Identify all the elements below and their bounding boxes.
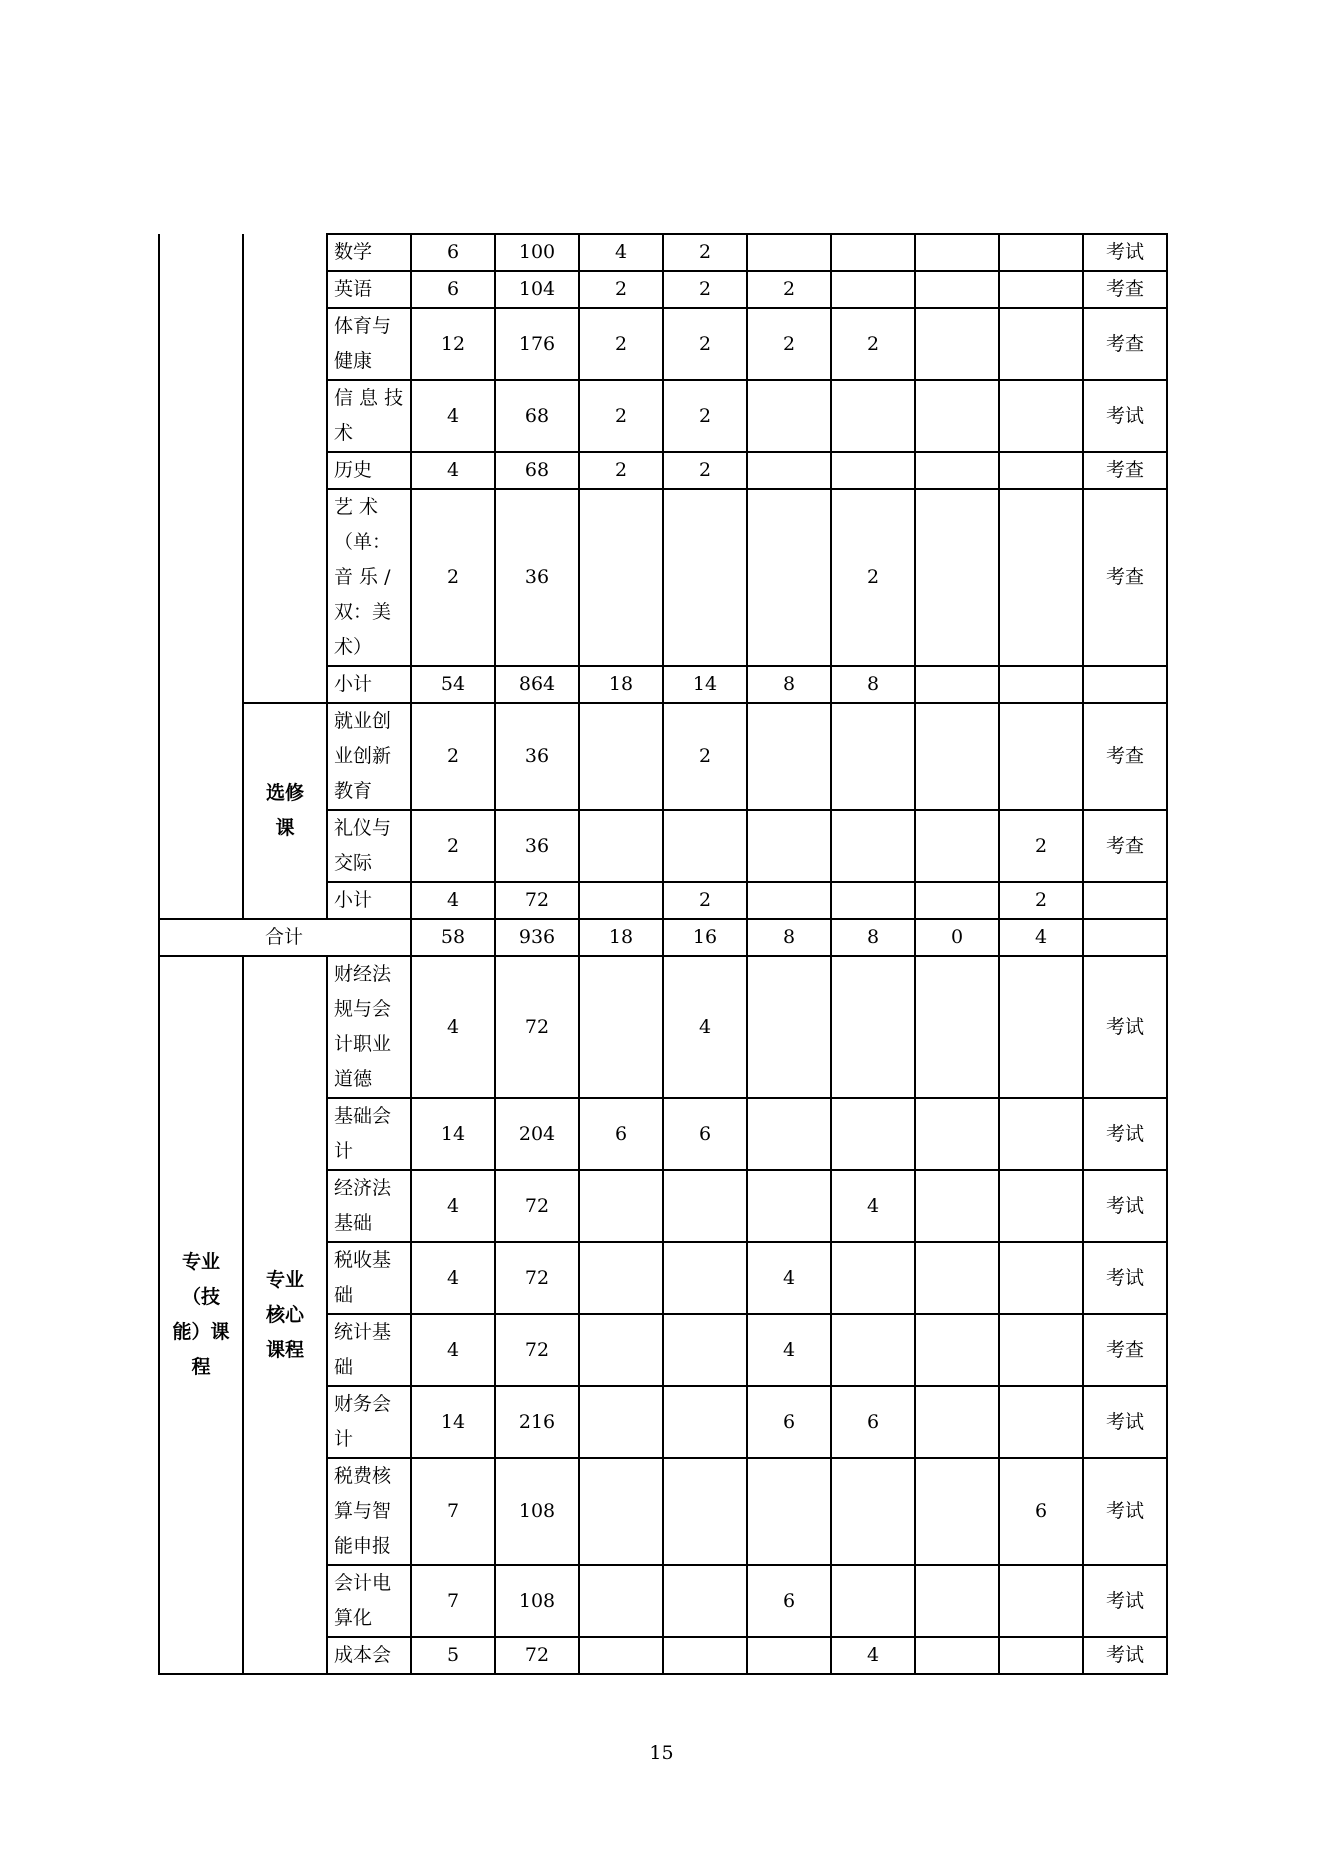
cell-s6: 2	[999, 810, 1083, 882]
cell-assess: 考查	[1083, 452, 1167, 489]
subcategory-cell-required	[243, 234, 327, 703]
cell-s6	[999, 308, 1083, 380]
course-name: 财经法规与会计职业道德	[327, 956, 411, 1098]
course-name: 艺 术（单：音 乐 / 双：美术）	[327, 489, 411, 666]
course-name: 成本会	[327, 1637, 411, 1674]
cell-hours: 108	[495, 1565, 579, 1637]
cell-s3: 4	[747, 1242, 831, 1314]
cell-credits: 14	[411, 1098, 495, 1170]
cell-assess: 考试	[1083, 1170, 1167, 1242]
page-number: 15	[649, 1742, 674, 1764]
cell-s4	[831, 452, 915, 489]
cell-s5	[915, 308, 999, 380]
cell-s2: 2	[663, 308, 747, 380]
cell-hours: 72	[495, 1314, 579, 1386]
cell-s6	[999, 1314, 1083, 1386]
cell-s5	[915, 956, 999, 1098]
cell-s2: 14	[663, 666, 747, 703]
cell-s1: 4	[579, 234, 663, 271]
cell-assess: 考查	[1083, 1314, 1167, 1386]
cell-assess: 考查	[1083, 703, 1167, 810]
cell-s2	[663, 1637, 747, 1674]
cell-s3	[747, 1098, 831, 1170]
cell-assess	[1083, 919, 1167, 956]
cell-s3: 8	[747, 919, 831, 956]
subcategory-cell-core: 专业核心课程	[243, 956, 327, 1674]
cell-s6: 2	[999, 882, 1083, 919]
cell-s5	[915, 1242, 999, 1314]
cell-s4: 2	[831, 489, 915, 666]
cell-hours: 36	[495, 489, 579, 666]
cell-credits: 6	[411, 271, 495, 308]
cell-s5: 0	[915, 919, 999, 956]
cell-s2	[663, 489, 747, 666]
cell-s6	[999, 1242, 1083, 1314]
cell-s3	[747, 882, 831, 919]
cell-assess: 考试	[1083, 1386, 1167, 1458]
cell-credits: 2	[411, 810, 495, 882]
course-name: 小计	[327, 666, 411, 703]
cell-hours: 68	[495, 380, 579, 452]
cell-s6	[999, 271, 1083, 308]
cell-s4	[831, 1242, 915, 1314]
cell-s4: 6	[831, 1386, 915, 1458]
cell-assess: 考试	[1083, 1637, 1167, 1674]
cell-assess	[1083, 882, 1167, 919]
cell-s6	[999, 1170, 1083, 1242]
cell-s1: 18	[579, 919, 663, 956]
cell-s1: 2	[579, 271, 663, 308]
cell-credits: 4	[411, 956, 495, 1098]
cell-s4: 8	[831, 919, 915, 956]
cell-s5	[915, 234, 999, 271]
cell-s4: 4	[831, 1637, 915, 1674]
cell-s6: 6	[999, 1458, 1083, 1565]
course-plan-table	[158, 233, 1168, 1675]
cell-s4: 2	[831, 308, 915, 380]
course-name: 历史	[327, 452, 411, 489]
cell-hours: 36	[495, 810, 579, 882]
cell-credits: 7	[411, 1565, 495, 1637]
cell-s6	[999, 666, 1083, 703]
cell-s5	[915, 489, 999, 666]
cell-s2	[663, 810, 747, 882]
cell-s3	[747, 703, 831, 810]
cell-s2	[663, 1170, 747, 1242]
cell-s2: 2	[663, 271, 747, 308]
cell-s2: 2	[663, 452, 747, 489]
cell-hours: 36	[495, 703, 579, 810]
cell-s3	[747, 380, 831, 452]
cell-s5	[915, 452, 999, 489]
cell-s5	[915, 1098, 999, 1170]
table-row	[159, 956, 1167, 1098]
cell-s6	[999, 452, 1083, 489]
cell-credits: 4	[411, 1242, 495, 1314]
cell-s1: 18	[579, 666, 663, 703]
cell-s4	[831, 1098, 915, 1170]
cell-s2: 4	[663, 956, 747, 1098]
cell-hours: 72	[495, 1242, 579, 1314]
cell-s1	[579, 810, 663, 882]
cell-s3: 6	[747, 1386, 831, 1458]
cell-credits: 4	[411, 380, 495, 452]
cell-hours: 100	[495, 234, 579, 271]
cell-s6	[999, 234, 1083, 271]
category-cell-public	[159, 234, 243, 919]
cell-s1	[579, 1170, 663, 1242]
table-row	[159, 703, 1167, 810]
cell-credits: 4	[411, 452, 495, 489]
cell-credits: 2	[411, 703, 495, 810]
cell-assess: 考查	[1083, 489, 1167, 666]
cell-assess: 考试	[1083, 1098, 1167, 1170]
cell-s4	[831, 810, 915, 882]
cell-s4	[831, 380, 915, 452]
cell-hours: 864	[495, 666, 579, 703]
cell-s5	[915, 1637, 999, 1674]
cell-s5	[915, 271, 999, 308]
cell-s6	[999, 1098, 1083, 1170]
course-name: 体育与健康	[327, 308, 411, 380]
subcategory-cell-elective: 选修课	[243, 703, 327, 919]
cell-s2	[663, 1565, 747, 1637]
cell-assess: 考试	[1083, 956, 1167, 1098]
cell-s4: 8	[831, 666, 915, 703]
course-name: 统计基础	[327, 1314, 411, 1386]
cell-s1	[579, 1458, 663, 1565]
cell-assess: 考试	[1083, 380, 1167, 452]
cell-s2: 2	[663, 703, 747, 810]
cell-hours: 176	[495, 308, 579, 380]
course-name: 财务会计	[327, 1386, 411, 1458]
cell-s2	[663, 1314, 747, 1386]
cell-s5	[915, 810, 999, 882]
cell-s1: 6	[579, 1098, 663, 1170]
cell-s1	[579, 489, 663, 666]
cell-s5	[915, 1565, 999, 1637]
course-name: 小计	[327, 882, 411, 919]
cell-s4	[831, 1565, 915, 1637]
course-name: 信 息 技术	[327, 380, 411, 452]
cell-s1	[579, 703, 663, 810]
cell-s3: 8	[747, 666, 831, 703]
cell-credits: 4	[411, 1314, 495, 1386]
cell-s1: 2	[579, 452, 663, 489]
cell-s1	[579, 956, 663, 1098]
cell-s1	[579, 1314, 663, 1386]
table-row	[159, 919, 1167, 956]
cell-s4	[831, 1458, 915, 1565]
cell-s2: 2	[663, 234, 747, 271]
course-name: 英语	[327, 271, 411, 308]
cell-s6	[999, 380, 1083, 452]
cell-s3	[747, 810, 831, 882]
cell-assess	[1083, 666, 1167, 703]
cell-s6: 4	[999, 919, 1083, 956]
total-label: 合计	[159, 919, 411, 956]
cell-s1	[579, 1637, 663, 1674]
cell-credits: 6	[411, 234, 495, 271]
cell-s4	[831, 882, 915, 919]
cell-credits: 14	[411, 1386, 495, 1458]
cell-s5	[915, 1386, 999, 1458]
cell-assess: 考试	[1083, 1242, 1167, 1314]
cell-s3: 2	[747, 271, 831, 308]
cell-s6	[999, 1386, 1083, 1458]
cell-s5	[915, 1314, 999, 1386]
cell-s3	[747, 1637, 831, 1674]
cell-credits: 2	[411, 489, 495, 666]
cell-hours: 936	[495, 919, 579, 956]
cell-credits: 4	[411, 882, 495, 919]
cell-s4	[831, 703, 915, 810]
cell-s3	[747, 956, 831, 1098]
cell-s1	[579, 1242, 663, 1314]
cell-s6	[999, 1565, 1083, 1637]
cell-s6	[999, 489, 1083, 666]
cell-hours: 104	[495, 271, 579, 308]
cell-s3	[747, 1170, 831, 1242]
cell-s5	[915, 1458, 999, 1565]
cell-s3: 6	[747, 1565, 831, 1637]
cell-s2	[663, 1242, 747, 1314]
cell-s1	[579, 882, 663, 919]
table-row	[159, 234, 1167, 271]
cell-assess: 考查	[1083, 810, 1167, 882]
cell-s4	[831, 271, 915, 308]
course-name: 数学	[327, 234, 411, 271]
cell-s5	[915, 380, 999, 452]
cell-credits: 12	[411, 308, 495, 380]
course-name: 会计电算化	[327, 1565, 411, 1637]
cell-s3: 4	[747, 1314, 831, 1386]
course-name: 礼仪与交际	[327, 810, 411, 882]
cell-hours: 108	[495, 1458, 579, 1565]
cell-s2	[663, 1386, 747, 1458]
cell-s4	[831, 1314, 915, 1386]
cell-s1: 2	[579, 308, 663, 380]
cell-hours: 72	[495, 956, 579, 1098]
course-name: 经济法基础	[327, 1170, 411, 1242]
cell-s5	[915, 666, 999, 703]
cell-hours: 72	[495, 1170, 579, 1242]
cell-hours: 72	[495, 882, 579, 919]
cell-s5	[915, 882, 999, 919]
cell-assess: 考查	[1083, 308, 1167, 380]
cell-credits: 4	[411, 1170, 495, 1242]
cell-assess: 考试	[1083, 1565, 1167, 1637]
cell-s4	[831, 234, 915, 271]
cell-credits: 58	[411, 919, 495, 956]
cell-hours: 216	[495, 1386, 579, 1458]
cell-s6	[999, 1637, 1083, 1674]
cell-s6	[999, 703, 1083, 810]
cell-s6	[999, 956, 1083, 1098]
cell-s3	[747, 489, 831, 666]
cell-s1	[579, 1386, 663, 1458]
cell-credits: 7	[411, 1458, 495, 1565]
cell-s5	[915, 703, 999, 810]
cell-s5	[915, 1170, 999, 1242]
course-name: 税收基础	[327, 1242, 411, 1314]
cell-assess: 考查	[1083, 271, 1167, 308]
cell-s3	[747, 234, 831, 271]
cell-hours: 204	[495, 1098, 579, 1170]
cell-credits: 54	[411, 666, 495, 703]
cell-hours: 68	[495, 452, 579, 489]
cell-s2: 6	[663, 1098, 747, 1170]
cell-s3	[747, 1458, 831, 1565]
cell-s3: 2	[747, 308, 831, 380]
course-name: 基础会计	[327, 1098, 411, 1170]
cell-s2	[663, 1458, 747, 1565]
course-name: 就业创业创新教育	[327, 703, 411, 810]
cell-s2: 16	[663, 919, 747, 956]
cell-s2: 2	[663, 380, 747, 452]
cell-s1	[579, 1565, 663, 1637]
course-name: 税费核算与智能申报	[327, 1458, 411, 1565]
cell-credits: 5	[411, 1637, 495, 1674]
cell-s4	[831, 956, 915, 1098]
cell-assess: 考试	[1083, 1458, 1167, 1565]
cell-hours: 72	[495, 1637, 579, 1674]
cell-assess: 考试	[1083, 234, 1167, 271]
cell-s4: 4	[831, 1170, 915, 1242]
cell-s1: 2	[579, 380, 663, 452]
category-cell-professional: 专业（技能）课程	[159, 956, 243, 1674]
cell-s3	[747, 452, 831, 489]
cell-s2: 2	[663, 882, 747, 919]
